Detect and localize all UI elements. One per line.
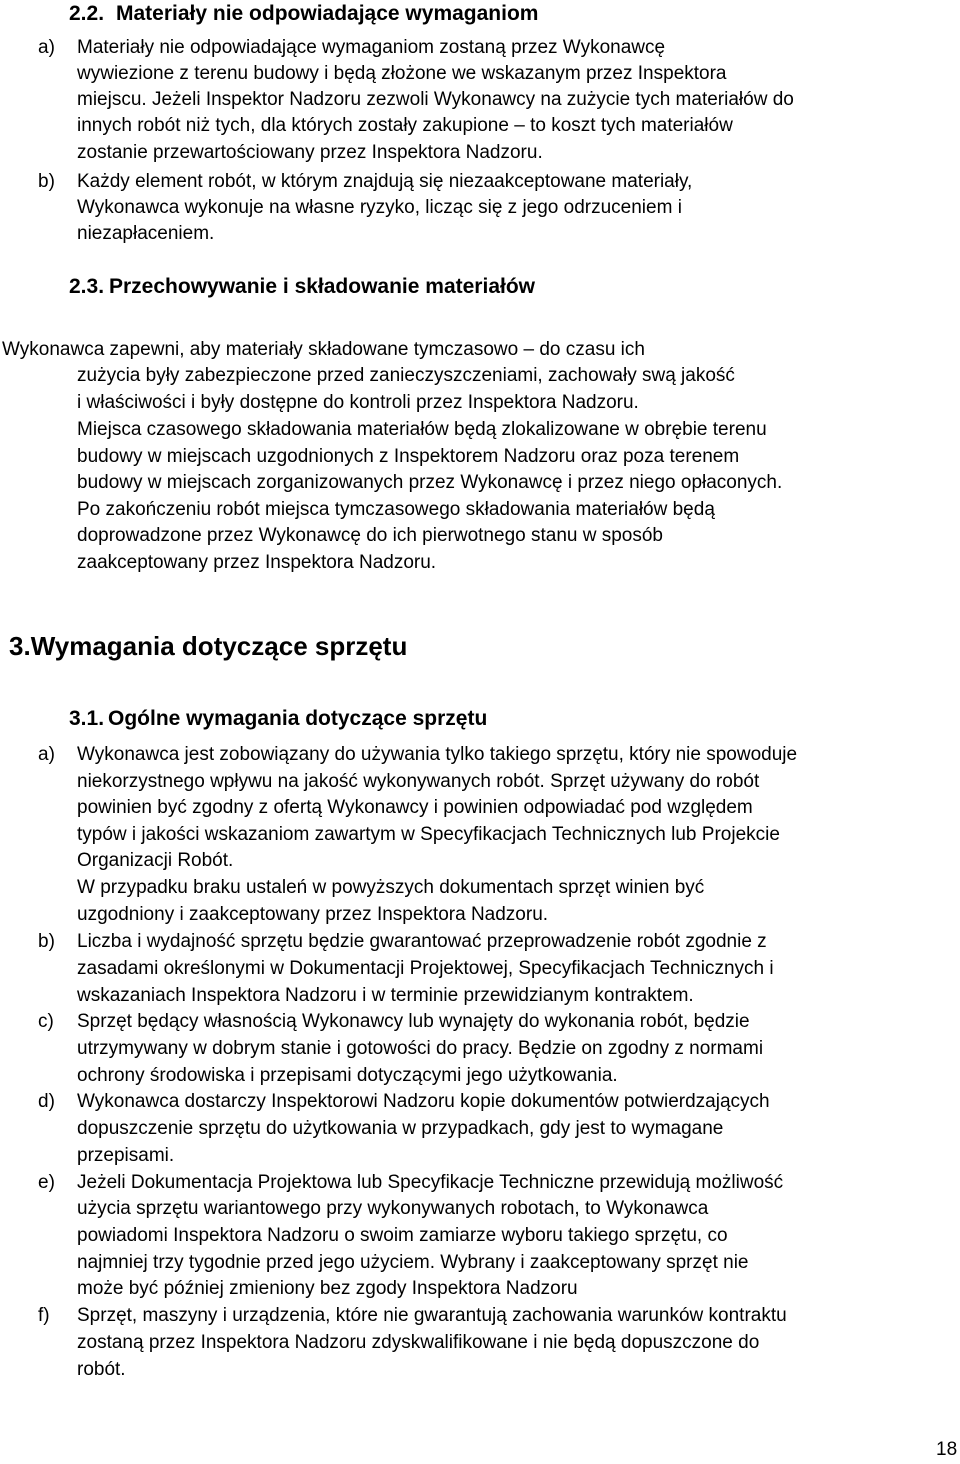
section-number: 2.3.	[69, 275, 105, 298]
section-number: 3.	[9, 631, 31, 661]
section-number: 3.1.	[69, 707, 105, 730]
paragraph-line: Sprzęt, maszyny i urządzenia, które nie gwarantują zachowania warunków kontraktu	[77, 1305, 787, 1326]
paragraph-line: zostaną przez Inspektora Nadzoru zdyskwalifikowane i nie będą dopuszczone do	[77, 1332, 760, 1353]
item-label: b)	[38, 171, 55, 192]
paragraph-line: i właściwości i były dostępne do kontroli przez Inspektora Nadzoru.	[77, 392, 639, 413]
paragraph-line: przepisami.	[77, 1145, 175, 1166]
paragraph-line: Sprzęt będący własnością Wykonawcy lub wynajęty do wykonania robót, będzie	[77, 1011, 750, 1032]
item-label: e)	[38, 1172, 55, 1193]
paragraph-line: zaakceptowany przez Inspektora Nadzoru.	[77, 552, 437, 573]
paragraph-line: innych robót niż tych, dla których zostały zakupione – to koszt tych materiałów	[77, 115, 733, 136]
paragraph-line: Materiały nie odpowiadające wymaganiom zostaną przez Wykonawcę	[77, 37, 666, 58]
paragraph-line: dopuszczenie sprzętu do użytkowania w przypadkach, gdy jest to wymagane	[77, 1118, 724, 1139]
page-number: 18	[936, 1439, 958, 1460]
paragraph-line: Po zakończeniu robót miejsca tymczasowego składowania materiałów będą	[77, 499, 715, 520]
section-title: Przechowywanie i składowanie materiałów	[109, 275, 535, 298]
section-title: Wymagania dotyczące sprzętu	[30, 631, 408, 661]
section-3-heading	[9, 632, 407, 660]
paragraph-line: zostanie przewartościowany przez Inspektora Nadzoru.	[77, 142, 543, 163]
section-title: Ogólne wymagania dotyczące sprzętu	[108, 707, 488, 730]
paragraph-line: budowy w miejscach zorganizowanych przez Wykonawcę i przez niego opłaconych.	[77, 472, 783, 493]
paragraph-line: niekorzystnego wpływu na jakość wykonywanych robót. Sprzęt używany do robót	[77, 771, 760, 792]
item-label: a)	[38, 37, 55, 58]
item-label: b)	[38, 931, 55, 952]
paragraph-line: Wykonawca wykonuje na własne ryzyko, licząc się z jego odrzuceniem i	[77, 197, 682, 218]
section-2-2-heading	[69, 3, 538, 25]
paragraph-line: Miejsca czasowego składowania materiałów będą zlokalizowane w obrębie terenu	[77, 419, 767, 440]
paragraph-line: budowy w miejscach uzgodnionych z Inspektorem Nadzoru oraz poza terenem	[77, 446, 740, 467]
paragraph-line: wywiezione z terenu budowy i będą złożone we wskazanym przez Inspektora	[77, 63, 727, 84]
paragraph-line: zużycia były zabezpieczone przed zanieczyszczeniami, zachowały swą jakość	[77, 365, 735, 386]
paragraph-line: doprowadzone przez Wykonawcę do ich pierwotnego stanu w sposób	[77, 525, 664, 546]
paragraph-line: użycia sprzętu wariantowego przy wykonywanych robotach, to Wykonawca	[77, 1198, 709, 1219]
paragraph-line: najmniej trzy tygodnie przed jego użyciem. Wybrany i zaakceptowany sprzęt nie	[77, 1252, 749, 1273]
paragraph-line: Wykonawca zapewni, aby materiały składowane tymczasowo – do czasu ich	[2, 339, 645, 360]
paragraph-line: Liczba i wydajność sprzętu będzie gwarantować przeprowadzenie robót zgodnie z	[77, 931, 767, 952]
section-3-1-heading	[69, 708, 487, 730]
paragraph-line: niezapłaceniem.	[77, 223, 215, 244]
item-label: a)	[38, 744, 55, 765]
item-label: c)	[38, 1011, 54, 1032]
paragraph-line: Każdy element robót, w którym znajdują się niezaakceptowane materiały,	[77, 171, 693, 192]
paragraph-line: wskazaniach Inspektora Nadzoru i w terminie przewidzianym kontraktem.	[77, 985, 694, 1006]
item-label: d)	[38, 1091, 55, 1112]
section-2-3-heading	[69, 276, 535, 298]
paragraph-line: powiadomi Inspektora Nadzoru o swoim zamiarze wyboru takiego sprzętu, co	[77, 1225, 728, 1246]
paragraph-line: zasadami określonymi w Dokumentacji Projektowej, Specyfikacjach Technicznych i	[77, 958, 774, 979]
item-label: f)	[38, 1305, 50, 1326]
paragraph-line: powinien być zgodny z ofertą Wykonawcy i powinien odpowiadać pod względem	[77, 797, 753, 818]
paragraph-line: uzgodniony i zaakceptowany przez Inspektora Nadzoru.	[77, 904, 549, 925]
section-title: Materiały nie odpowiadające wymaganiom	[116, 2, 539, 25]
paragraph-line: Jeżeli Dokumentacja Projektowa lub Specyfikacje Techniczne przewidują możliwość	[77, 1172, 784, 1193]
section-number: 2.2.	[69, 2, 105, 25]
paragraph-line: Wykonawca dostarczy Inspektorowi Nadzoru kopie dokumentów potwierdzających	[77, 1091, 770, 1112]
paragraph-line: Organizacji Robót.	[77, 850, 234, 871]
paragraph-line: ochrony środowiska i przepisami dotyczącymi jego użytkowania.	[77, 1065, 618, 1086]
paragraph-line: Wykonawca jest zobowiązany do używania tylko takiego sprzętu, który nie spowoduje	[77, 744, 798, 765]
paragraph-line: miejscu. Jeżeli Inspektor Nadzoru zezwoli Wykonawcy na zużycie tych materiałów do	[77, 89, 794, 110]
paragraph-line: robót.	[77, 1359, 126, 1380]
paragraph-line: typów i jakości wskazaniom zawartym w Specyfikacjach Technicznych lub Projekcie	[77, 824, 780, 845]
paragraph-line: może być później zmieniony bez zgody Inspektora Nadzoru	[77, 1278, 578, 1299]
paragraph-line: W przypadku braku ustaleń w powyższych dokumentach sprzęt winien być	[77, 877, 705, 898]
paragraph-line: utrzymywany w dobrym stanie i gotowości do pracy. Będzie on zgodny z normami	[77, 1038, 764, 1059]
